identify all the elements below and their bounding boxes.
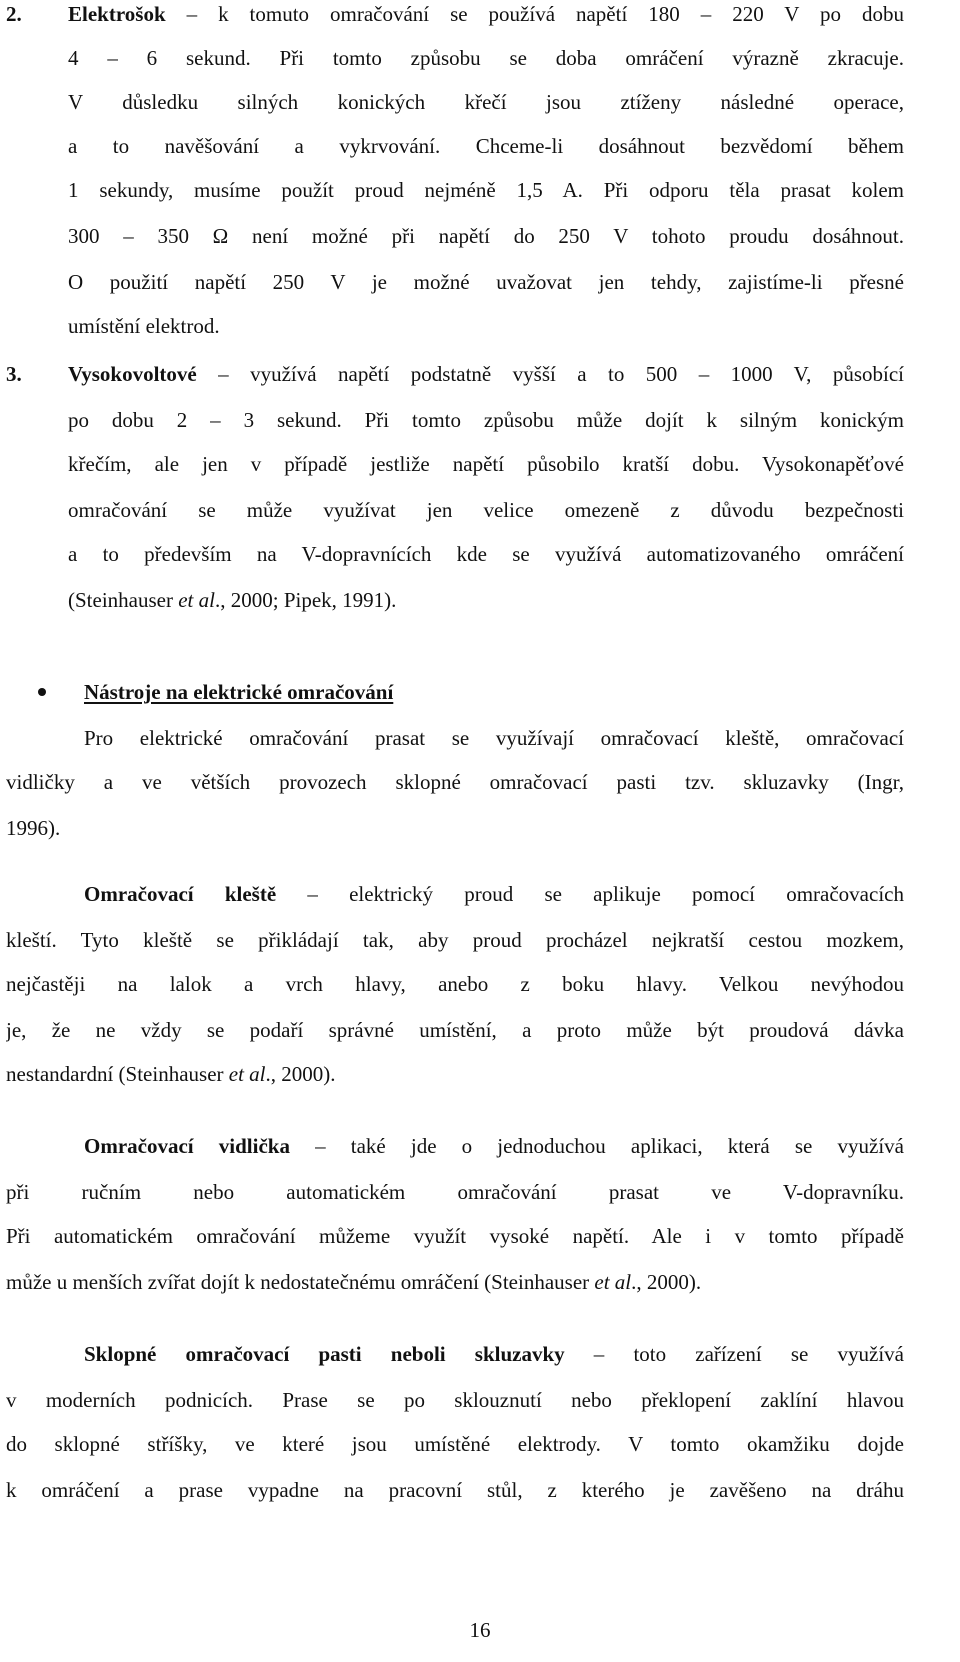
item-number: 2.	[6, 2, 22, 26]
text-span: – elektrický proud se aplikuje pomocí omračovacích	[276, 882, 904, 906]
text-line: při ručním nebo automatickém omračování prasat ve V-dopravníku.	[6, 1180, 904, 1204]
text-line: umístění elektrod.	[68, 314, 220, 338]
text-line	[68, 0, 904, 28]
text-line: 4 – 6 sekund. Při tomto způsobu se doba omráčení výrazně zkracuje.	[68, 46, 904, 70]
text-line	[6, 1060, 336, 1088]
text-line	[68, 586, 396, 614]
text-span-italic: et al	[594, 1270, 632, 1294]
text-line: do sklopné stříšky, ve které jsou umístěné elektrody. V tomto okamžiku dojde	[6, 1432, 904, 1456]
text-span-italic: et al	[228, 1062, 266, 1086]
text-line: křečím, ale jen v případě jestliže napětí působilo kratší dobu. Vysokonapěťové	[68, 452, 904, 476]
paragraph-term: Omračovací kleště	[84, 882, 277, 906]
text-span: ., 2000).	[265, 1062, 336, 1086]
text-line	[84, 1340, 904, 1368]
item-term: Vysokovoltové	[68, 362, 197, 386]
text-line: nejčastěji na lalok a vrch hlavy, anebo z boku hlavy. Velkou nevýhodou	[6, 972, 904, 996]
text-span: nestandardní (Steinhauser	[6, 1062, 229, 1086]
item-term: Elektrošok	[68, 2, 166, 26]
text-line: a to navěšování a vykrvování. Chceme-li dosáhnout bezvědomí během	[68, 134, 904, 158]
text-line: 1996).	[6, 816, 61, 840]
text-line: omračování se může využívat jen velice omezeně z důvodu bezpečnosti	[68, 498, 904, 522]
text-span-italic: et al	[178, 588, 215, 612]
text-line	[84, 1132, 904, 1160]
text-line	[84, 880, 904, 908]
paragraph-term: Omračovací vidlička	[84, 1134, 290, 1158]
text-span: může u menších zvířat dojít k nedostatečnému omráčení (Steinhauser	[6, 1270, 595, 1294]
text-span: – k tomuto omračování se používá napětí 180 – 220 V po dobu	[165, 2, 904, 26]
section-heading: Nástroje na elektrické omračování	[84, 680, 394, 704]
text-line: kleští. Tyto kleště se přikládají tak, aby proud procházel nejkratší cestou mozkem,	[6, 928, 904, 952]
text-line: a to především na V-dopravnících kde se využívá automatizovaného omráčení	[68, 542, 904, 566]
text-span: ., 2000).	[631, 1270, 702, 1294]
text-line: 300 – 350 Ω není možné při napětí do 250 V tohoto proudu dosáhnout.	[68, 224, 904, 248]
text-line: k omráčení a prase vypadne na pracovní stůl, z kterého je zavěšeno na dráhu	[6, 1478, 904, 1502]
text-span: – také jde o jednoduchou aplikaci, která se využívá	[289, 1134, 904, 1158]
text-span: – toto zařízení se využívá	[564, 1342, 904, 1366]
text-line: Pro elektrické omračování prasat se využívají omračovací kleště, omračovací	[84, 726, 904, 750]
text-line	[6, 1268, 701, 1296]
item-number: 3.	[6, 362, 22, 386]
text-line: Při automatickém omračování můžeme využít vysoké napětí. Ale i v tomto případě	[6, 1224, 904, 1248]
text-line	[68, 360, 904, 388]
text-line: po dobu 2 – 3 sekund. Při tomto způsobu může dojít k silným konickým	[68, 408, 904, 432]
bullet-icon	[38, 688, 46, 696]
text-line: O použití napětí 250 V je možné uvažovat jen tehdy, zajistíme-li přesné	[68, 270, 904, 294]
page-number: 16	[469, 1618, 491, 1642]
text-span: (Steinhauser	[68, 588, 179, 612]
text-span: ., 2000; Pipek, 1991).	[214, 588, 397, 612]
text-span: – využívá napětí podstatně vyšší a to 500 – 1000 V, působící	[196, 362, 904, 386]
text-line: V důsledku silných konických křečí jsou ztíženy následné operace,	[68, 90, 904, 114]
text-line: vidličky a ve větších provozech sklopné omračovací pasti tzv. skluzavky (Ingr,	[6, 770, 904, 794]
text-line: v moderních podnicích. Prase se po sklouznutí nebo překlopení zaklíní hlavou	[6, 1388, 904, 1412]
text-line: 1 sekundy, musíme použít proud nejméně 1,5 A. Při odporu těla prasat kolem	[68, 178, 904, 202]
text-line: je, že ne vždy se podaří správné umístění, a proto může být proudová dávka	[6, 1018, 904, 1042]
paragraph-term: Sklopné omračovací pasti neboli skluzavky	[84, 1342, 565, 1366]
